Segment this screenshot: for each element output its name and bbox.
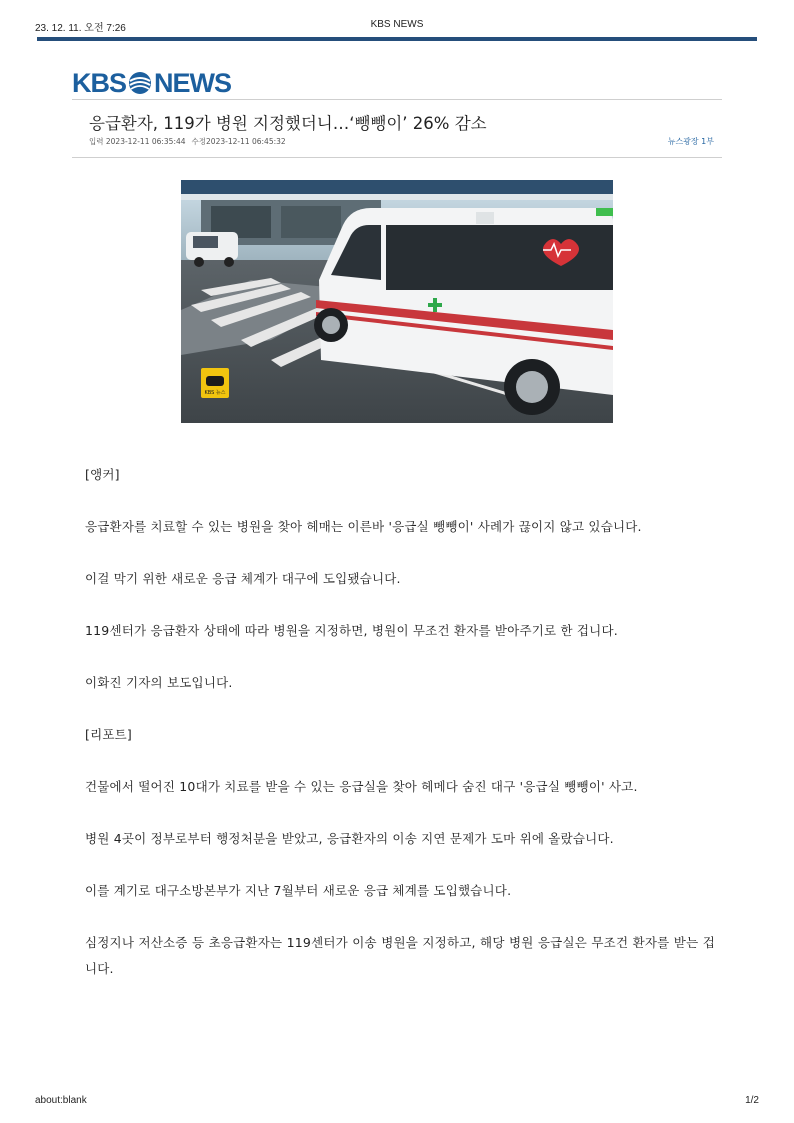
- ambulance-photo: [181, 180, 613, 423]
- modified-time: 수정2023-12-11 06:45:32: [191, 137, 286, 146]
- print-url: about:blank: [35, 1095, 87, 1106]
- article-body: [85, 462, 715, 982]
- kbs-news-logo[interactable]: [72, 68, 231, 98]
- article-photo: [181, 180, 613, 423]
- divider: [72, 99, 722, 100]
- logo-kbs-text: KBS: [72, 67, 127, 98]
- page-number: 1/2: [745, 1095, 759, 1106]
- video-badge-text: KBS 뉴스: [204, 390, 226, 396]
- paragraph: 건물에서 떨어진 10대가 치료를 받을 수 있는 응급실을 찾아 헤메다 숨진 대구 '응급실 뺑뺑이' 사고.: [85, 779, 638, 794]
- paragraph: 응급환자를 치료할 수 있는 병원을 찾아 헤매는 이른바 '응급실 뺑뺑이' 사례가 끊이지 않고 있습니다.: [85, 519, 642, 534]
- print-datetime: 23. 12. 11. 오전 7:26: [35, 23, 126, 34]
- paragraph: 병원 4곳이 정부로부터 행정처분을 받았고, 응급환자의 이송 지연 문제가 도마 위에 올랐습니다.: [85, 831, 614, 846]
- logo-globe-icon: [128, 71, 152, 95]
- paragraph: 이걸 막기 위한 새로운 응급 체계가 대구에 도입됐습니다.: [85, 571, 401, 586]
- article-meta: [89, 136, 286, 147]
- print-header: [35, 19, 759, 35]
- paragraph: 이화진 기자의 보도입니다.: [85, 675, 233, 690]
- input-time: 입력 2023-12-11 06:35:44: [89, 137, 186, 146]
- paragraph: [리포트]: [85, 727, 132, 742]
- divider: [72, 157, 722, 158]
- header-rule: [37, 37, 757, 41]
- print-title: KBS NEWS: [370, 19, 424, 30]
- paragraph: 이를 계기로 대구소방본부가 지난 7월부터 새로운 응급 체계를 도입했습니다.: [85, 883, 512, 898]
- logo-news-text: NEWS: [154, 67, 232, 98]
- article-headline: 응급환자, 119가 병원 지정했더니…‘뺑뺑이’ 26% 감소: [89, 114, 487, 133]
- paragraph: 심정지나 저산소증 등 초응급환자는 119센터가 이송 병원을 지정하고, 해당 병원 응급실은 무조건 환자를 받는 겁니다.: [85, 935, 715, 976]
- paragraph: [앵커]: [85, 467, 120, 482]
- paragraph: 119센터가 응급환자 상태에 따라 병원을 지정하면, 병원이 무조건 환자를 받아주기로 한 겁니다.: [85, 623, 618, 638]
- program-link[interactable]: 뉴스광장 1부: [667, 137, 714, 146]
